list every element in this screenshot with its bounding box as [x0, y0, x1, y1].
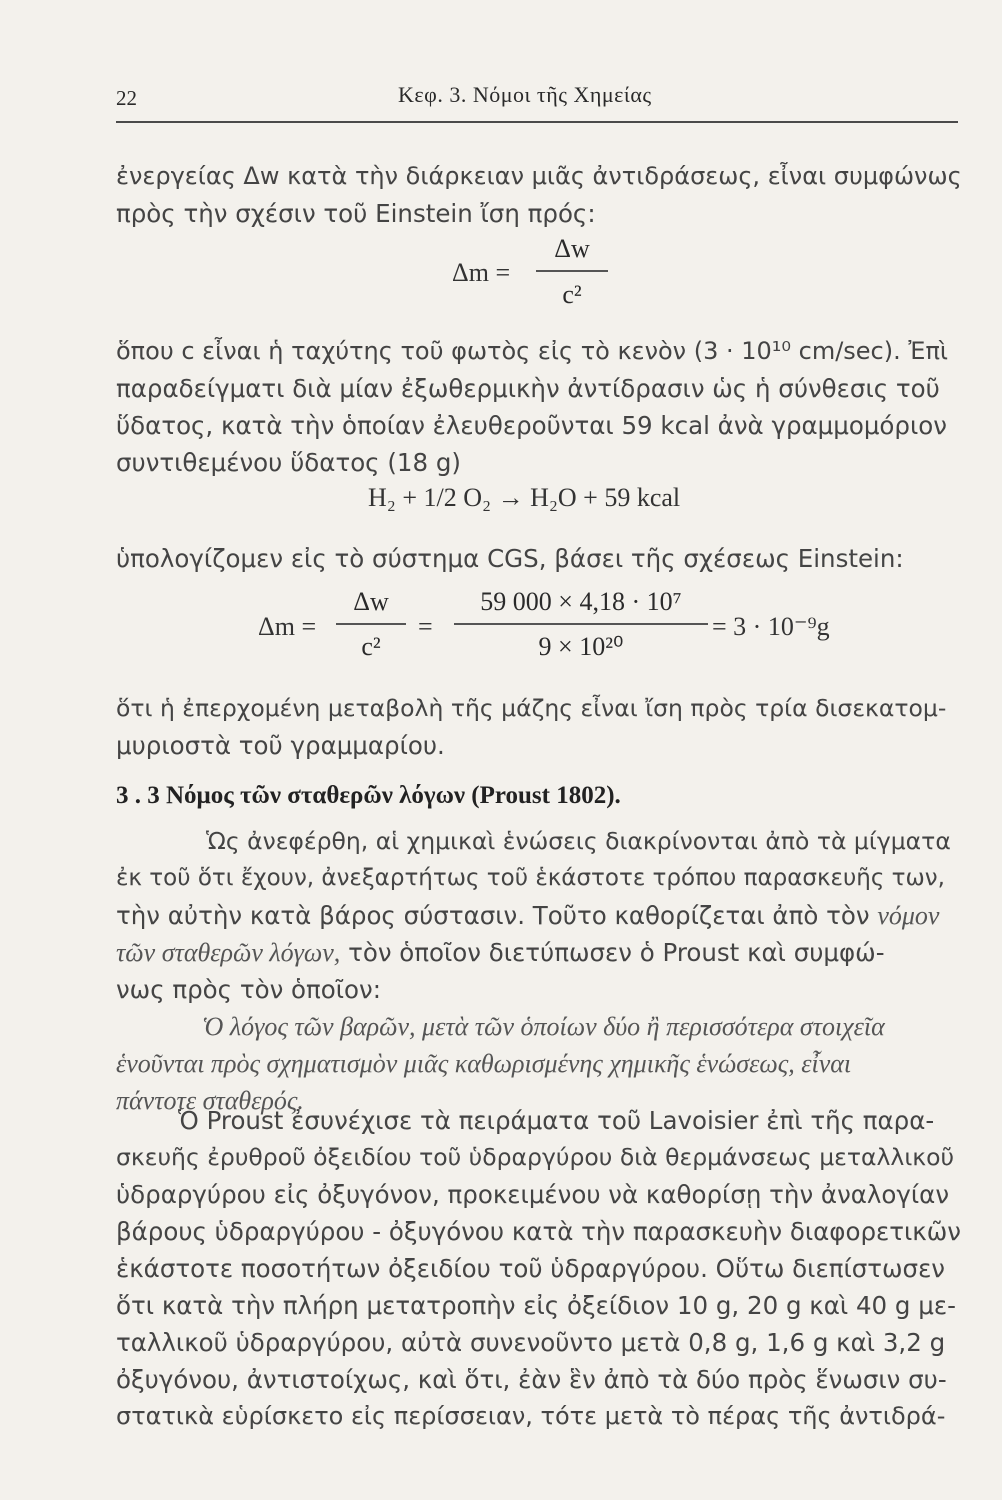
header-rule — [116, 121, 958, 123]
text-line: στατικὰ εὑρίσκετο εἰς περίσσειαν, τότε μετὰ τὸ πέρας τῆς ἀντιδρά- — [116, 1402, 946, 1430]
formula-denominator: c² — [361, 632, 381, 661]
italic-term: τῶν σταθερῶν λόγων, — [116, 938, 341, 967]
formula-result: = 3 · 10⁻⁹g — [712, 612, 830, 641]
text-span: τὴν αὐτὴν κατὰ βάρος σύστασιν. Τοῦτο καθορίζεται ἀπὸ τὸν — [116, 901, 870, 930]
paragraph-5 — [116, 823, 962, 1008]
text-line — [116, 934, 962, 971]
text-line: ἑκάστοτε ποσοτήτων ὀξειδίου τοῦ ὑδραργύρου. Οὕτω διεπίστωσεν — [116, 1254, 945, 1283]
formula-numerator: 59 000 × 4,18 · 10⁷ — [480, 587, 682, 616]
text-line: ὅτι κατὰ τὴν πλήρη μετατροπὴν εἰς ὀξείδιον 10 g, 20 g καὶ 40 g με- — [116, 1291, 956, 1320]
fraction-bar — [336, 623, 406, 625]
text-line: ἑνοῦνται πρὸς σχηματισμὸν μιᾶς καθωρισμένης χημικῆς ἑνώσεως, εἶναι — [116, 1049, 852, 1078]
chemical-reaction: H₂ + 1/2 O₂ → H₂O + 59 kcal — [368, 483, 681, 512]
text-line: Ὡς ἀνεφέρθη, αἱ χημικαὶ ἑνώσεις διακρίνονται ἀπὸ τὰ μίγματα — [206, 827, 951, 855]
equals-sign: = — [418, 612, 433, 641]
text-line: Ὁ Proust ἐσυνέχισε τὰ πειράματα τοῦ Lavoisier ἐπὶ τῆς παρα- — [178, 1106, 935, 1135]
text-line: παραδείγματι διὰ μίαν ἐξωθερμικὴν ἀντίδρασιν ὡς ἡ σύνθεσις τοῦ — [116, 374, 940, 403]
text-line: Ὁ λόγος τῶν βαρῶν, μετὰ τῶν ὁποίων δύο ἢ περισσότερα στοιχεῖα — [202, 1012, 885, 1041]
text-line: μυριοστὰ τοῦ γραμμαρίου. — [116, 731, 445, 760]
italic-term: νόμον — [877, 901, 940, 930]
section-heading: 3 . 3 Νόμος τῶν σταθερῶν λόγων (Proust 1802). — [116, 782, 621, 809]
text-line: ἐνεργείας Δw κατὰ τὴν διάρκειαν μιᾶς ἀντιδράσεως, εἶναι συμφώνως — [116, 162, 962, 190]
formula-lhs: Δm = — [258, 612, 317, 641]
text-line: ὅτι ἡ ἐπερχομένη μεταβολὴ τῆς μάζης εἶναι ἴση πρὸς τρία δισεκατομ- — [116, 694, 947, 722]
text-line: ἐκ τοῦ ὅτι ἔχουν, ἀνεξαρτήτως τοῦ ἑκάστοτε τρόπου παρασκευῆς των, — [116, 865, 945, 891]
paragraph-4 — [116, 690, 962, 764]
paragraph-6 — [116, 1102, 962, 1435]
text-line — [116, 897, 962, 934]
formula-denominator: 9 × 10²⁰ — [538, 632, 624, 661]
text-line: συντιθεμένου ὕδατος (18 g) — [116, 448, 461, 477]
page-header — [116, 82, 958, 112]
text-span: τὸν ὁποῖον διετύπωσεν ὁ Proust καὶ συμφώ- — [348, 938, 885, 967]
text-line: ὑπολογίζομεν εἰς τὸ σύστημα CGS, βάσει τῆς σχέσεως Einstein: — [116, 544, 904, 573]
text-line: σκευῆς ἐρυθροῦ ὀξειδίου τοῦ ὑδραργύρου διὰ θερμάνσεως μεταλλικοῦ — [116, 1143, 955, 1171]
page-number: 22 — [116, 86, 137, 110]
text-line: νως πρὸς τὸν ὁποῖον: — [116, 975, 381, 1004]
fraction-bar — [536, 270, 608, 272]
paragraph-2 — [116, 333, 962, 481]
paragraph-1 — [116, 158, 962, 232]
text-line: πρὸς τὴν σχέσιν τοῦ Einstein ἴση πρός: — [116, 199, 596, 228]
text-line: ὀξυγόνου, ἀντιστοίχως, καὶ ὅτι, ἐὰν ἓν ἀπὸ τὰ δύο πρὸς ἕνωσιν συ- — [116, 1365, 947, 1394]
formula-denominator: c² — [562, 280, 582, 309]
fraction-bar — [454, 623, 708, 625]
formula-lhs: Δm = — [452, 258, 511, 287]
text-line: ὕδατος, κατὰ τὴν ὁποίαν ἐλευθεροῦνται 59 kcal ἀνὰ γραμμομόριον — [116, 411, 947, 440]
text-line: ὅπου c εἶναι ἡ ταχύτης τοῦ φωτὸς εἰς τὸ κενὸν (3 · 10¹⁰ cm/sec). Ἐπὶ — [116, 337, 949, 365]
running-title: Κεφ. 3. Νόμοι τῆς Χημείας — [398, 82, 652, 107]
formula-numerator: Δw — [554, 234, 590, 263]
formula-numerator: Δw — [353, 587, 389, 616]
text-line: ὑδραργύρου εἰς ὀξυγόνον, προκειμένου νὰ καθορίσῃ τὴν ἀναλογίαν — [116, 1180, 950, 1209]
text-line: βάρους ὑδραργύρου - ὀξυγόνου κατὰ τὴν παρασκευὴν διαφορετικῶν — [116, 1217, 961, 1246]
text-line: ταλλικοῦ ὑδραργύρου, αὐτὰ συνενοῦντο μετὰ 0,8 g, 1,6 g καὶ 3,2 g — [116, 1328, 946, 1357]
text-line: πάντοτε σταθερός. — [116, 1086, 304, 1115]
paragraph-3 — [116, 540, 962, 577]
